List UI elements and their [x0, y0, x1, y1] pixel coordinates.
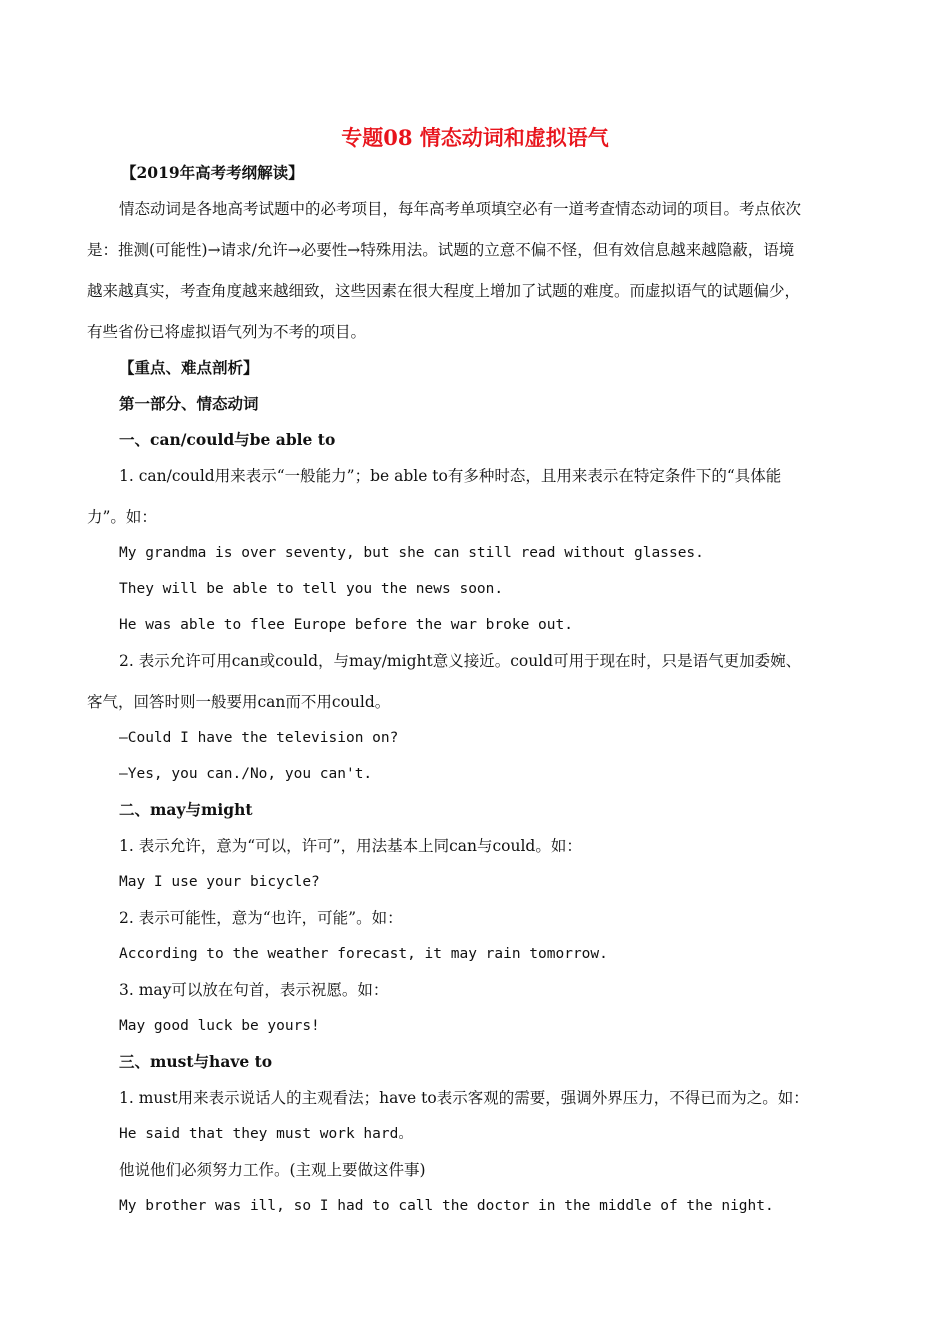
example-sentence: My grandma is over seventy, but she can still read without glasses. — [119, 545, 704, 561]
section3-heading: 三、must与have to — [119, 1052, 273, 1071]
section1-point2-line2: 客气，回答时则一般要用can而不用could。 — [87, 693, 391, 711]
example-sentence: —Yes, you can./No, you can't. — [119, 766, 373, 782]
analysis-header: 【重点、难点剖析】 — [119, 358, 259, 377]
example-sentence: May good luck be yours! — [119, 1018, 320, 1034]
section1-point1-line2: 力”。如： — [87, 508, 157, 526]
example-sentence: He was able to flee Europe before the war broke out. — [119, 617, 573, 633]
example-translation: 他说他们必须努力工作。(主观上要做这件事) — [119, 1161, 426, 1179]
example-sentence: According to the weather forecast, it may rain tomorrow. — [119, 946, 608, 962]
section2-point3: 3. may可以放在句首，表示祝愿。如： — [119, 981, 389, 999]
intro-line-1: 情态动词是各地高考试题中的必考项目，每年高考单项填空必有一道考查情态动词的项目。考点依次 — [119, 200, 802, 218]
section2-point1: 1. 表示允许，意为“可以，许可”，用法基本上同can与could。如： — [119, 837, 582, 855]
intro-line-4: 有些省份已将虚拟语气列为不考的项目。 — [87, 323, 367, 341]
example-sentence: They will be able to tell you the news soon. — [119, 581, 504, 597]
section2-heading: 二、may与might — [119, 800, 253, 819]
example-sentence: My brother was ill, so I had to call the doctor in the middle of the night. — [119, 1198, 774, 1214]
section2-point2: 2. 表示可能性，意为“也许，可能”。如： — [119, 909, 403, 927]
exam-outline-header: 【2019年高考考纲解读】 — [121, 163, 304, 182]
intro-line-2: 是：推测(可能性)→请求/允许→必要性→特殊用法。试题的立意不偏不怪，但有效信息越来越隐蔽，语境 — [87, 241, 795, 259]
example-sentence: —Could I have the television on? — [119, 730, 399, 746]
page-title: 专题08 情态动词和虚拟语气 — [341, 125, 609, 150]
section1-point2-line1: 2. 表示允许可用can或could，与may/might意义接近。could可用于现在时，只是语气更加委婉、 — [119, 652, 802, 670]
section1-heading: 一、can/could与be able to — [119, 430, 336, 449]
section3-point1: 1. must用来表示说话人的主观看法；have to表示客观的需要，强调外界压力，不得已而为之。如： — [119, 1089, 809, 1107]
part1-heading: 第一部分、情态动词 — [119, 394, 259, 413]
section1-point1-line1: 1. can/could用来表示“一般能力”；be able to有多种时态，且用来表示在特定条件下的“具体能 — [119, 467, 782, 485]
example-sentence: He said that they must work hard。 — [119, 1126, 413, 1142]
intro-line-3: 越来越真实，考查角度越来越细致，这些因素在很大程度上增加了试题的难度。而虚拟语气的试题偏少， — [87, 282, 801, 300]
example-sentence: May I use your bicycle? — [119, 874, 320, 890]
